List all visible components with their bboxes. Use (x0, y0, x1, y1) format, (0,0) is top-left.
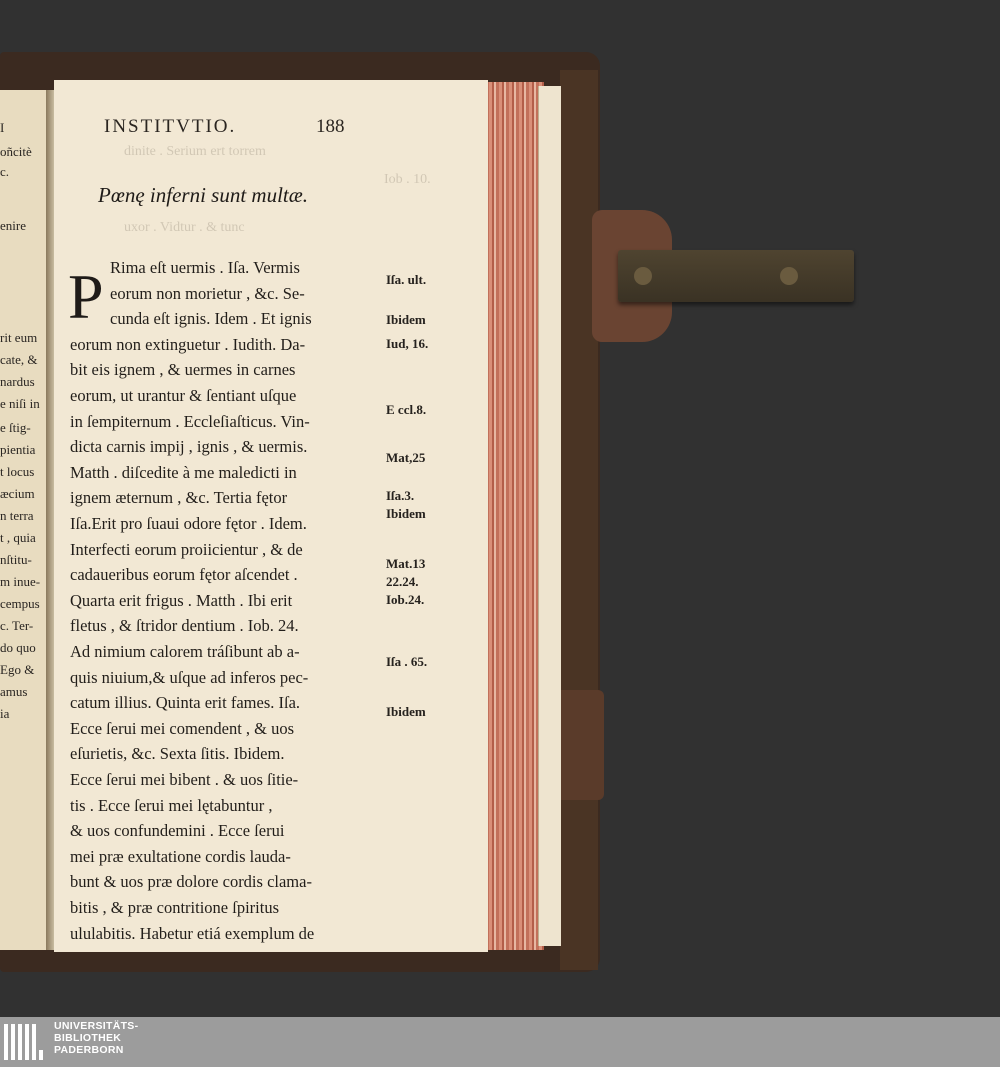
margin-note: Mat.13 (386, 556, 426, 571)
show-through-text: uxor . Vidtur . & tunc (124, 220, 245, 235)
text-line: eorum, ut urantur & ſentiant uſque (70, 386, 297, 405)
text-line: dicta carnis impij , ignis , & uermis. (70, 437, 308, 457)
left-page-fragment: do quo (0, 640, 36, 655)
margin-note: Iſa . 65. (386, 654, 428, 669)
text-line: mei præ exultatione cordis lauda- (70, 846, 291, 866)
left-page-fragment: c. (0, 164, 10, 179)
text-line: Matth . diſcedite à me maledicti in (70, 462, 297, 482)
rivet-icon (634, 267, 652, 285)
text-line: catum illius. Quinta erit fames. Iſa. (70, 693, 301, 713)
text-line: bitis , & præ contritione ſpiritus (70, 898, 279, 917)
margin-note: Ibidem (386, 506, 426, 521)
left-page-fragment: æcium (0, 486, 35, 501)
show-through-text: Iob . 10. (384, 172, 431, 187)
text-line: eorum non morietur , &c. Se- (110, 283, 305, 303)
left-page-fragment: amus (0, 684, 28, 699)
left-page-fragment: enire (0, 218, 26, 233)
text-line: Ecce ſerui mei comendent , & uos (70, 718, 295, 738)
library-name-line: UNIVERSITÄTS- (54, 1020, 139, 1032)
drop-cap: P (68, 261, 104, 332)
text-line: ululabitis. Habetur etiá exemplum de (70, 923, 315, 943)
margin-note: Mat,25 (386, 450, 426, 465)
running-head: INSTITVTIO. (104, 116, 237, 137)
metal-clasp (618, 250, 854, 302)
margin-note: Iud, 16. (386, 336, 429, 351)
library-name (54, 1020, 138, 1056)
text-line: Ecce ſerui mei bibent . & uos ſitie- (70, 770, 299, 789)
text-line: bunt & uos præ dolore cordis clama- (70, 872, 312, 892)
text-line: tis . Ecce ſerui mei lętabuntur , (70, 795, 273, 815)
library-name-line: PADERBORN (54, 1044, 124, 1056)
left-page (0, 90, 52, 950)
margin-note: Iſa.3. (386, 488, 415, 503)
left-page-fragment: c. Ter- (0, 618, 34, 633)
left-page-fragment: I (0, 120, 5, 135)
text-line: Rima eſt uermis . Iſa. Vermis (110, 258, 300, 277)
library-logo-icon (2, 1020, 46, 1064)
text-line: cadaueribus eorum fętor aſcendet . (70, 565, 298, 585)
text-line: eſurietis, &c. Sexta ſitis. Ibidem. (70, 744, 285, 764)
leaf-edge (538, 86, 561, 946)
left-page-fragment: cempus (0, 596, 40, 611)
text-line: cunda eſt ignis. Idem . Et ignis (110, 309, 312, 329)
library-name-line: BIBLIOTHEK (54, 1032, 122, 1044)
margin-note: Iſa. ult. (386, 272, 427, 287)
text-line: Ad nimium calorem tráſibunt ab a- (70, 642, 300, 661)
show-through-text: dinite . Serium ert torrem (124, 144, 266, 159)
left-page-fragment: ia (0, 706, 10, 721)
text-line: fletus , & ſtridor dentium . Iob. 24. (70, 616, 299, 636)
left-page-fragment: nſtitu- (0, 552, 32, 567)
page-edges-red (486, 82, 544, 950)
left-page-fragment: nardus (0, 374, 35, 389)
text-line: ignem æternum , &c. Tertia fętor (70, 488, 288, 508)
left-page-fragment: e niſi in (0, 396, 40, 411)
left-page-fragment: m inue- (0, 574, 41, 589)
book-fore-edge-binding (560, 70, 598, 970)
left-page-fragment: t locus (0, 464, 35, 479)
text-line: in ſempiternum . Eccleſiaſticus. Vin- (70, 411, 310, 431)
text-line: & uos confundemini . Ecce ſerui (70, 821, 285, 841)
right-page (54, 80, 488, 952)
margin-note: E ccl.8. (386, 402, 427, 417)
page-number: 188 (316, 116, 345, 137)
text-line: Interfecti eorum proiicientur , & de (70, 539, 303, 559)
library-footer (0, 1017, 1000, 1067)
left-page-fragment: pientia (0, 442, 36, 457)
left-page-fragment: cate, & (0, 352, 38, 367)
section-title: Pœnę inferni sunt multæ. (98, 183, 308, 207)
margin-note: Iob.24. (386, 592, 425, 607)
text-line: eorum non extinguetur . Iudith. Da- (70, 334, 306, 354)
left-page-fragment: t , quia (0, 530, 36, 545)
left-page-fragment: Ego & (0, 662, 35, 677)
margin-note: Ibidem (386, 312, 426, 327)
text-line: bit eis ignem , & uermes in carnes (70, 360, 296, 380)
text-line: Iſa.Erit pro ſuaui odore fętor . Idem. (70, 514, 307, 533)
left-page-fragment: e ſtig- (0, 420, 31, 435)
left-page-fragment: rit eum (0, 330, 38, 345)
left-page-fragment: n terra (0, 508, 34, 523)
rivet-icon (780, 267, 798, 285)
left-page-fragment: oñcitè (0, 144, 32, 159)
text-line: Quarta erit frigus . Matth . Ibi erit (70, 590, 293, 610)
margin-note: Ibidem (386, 704, 426, 719)
text-line: quis niuium,& uſque ad inferos pec- (70, 667, 309, 687)
margin-note: 22.24. (386, 574, 419, 589)
